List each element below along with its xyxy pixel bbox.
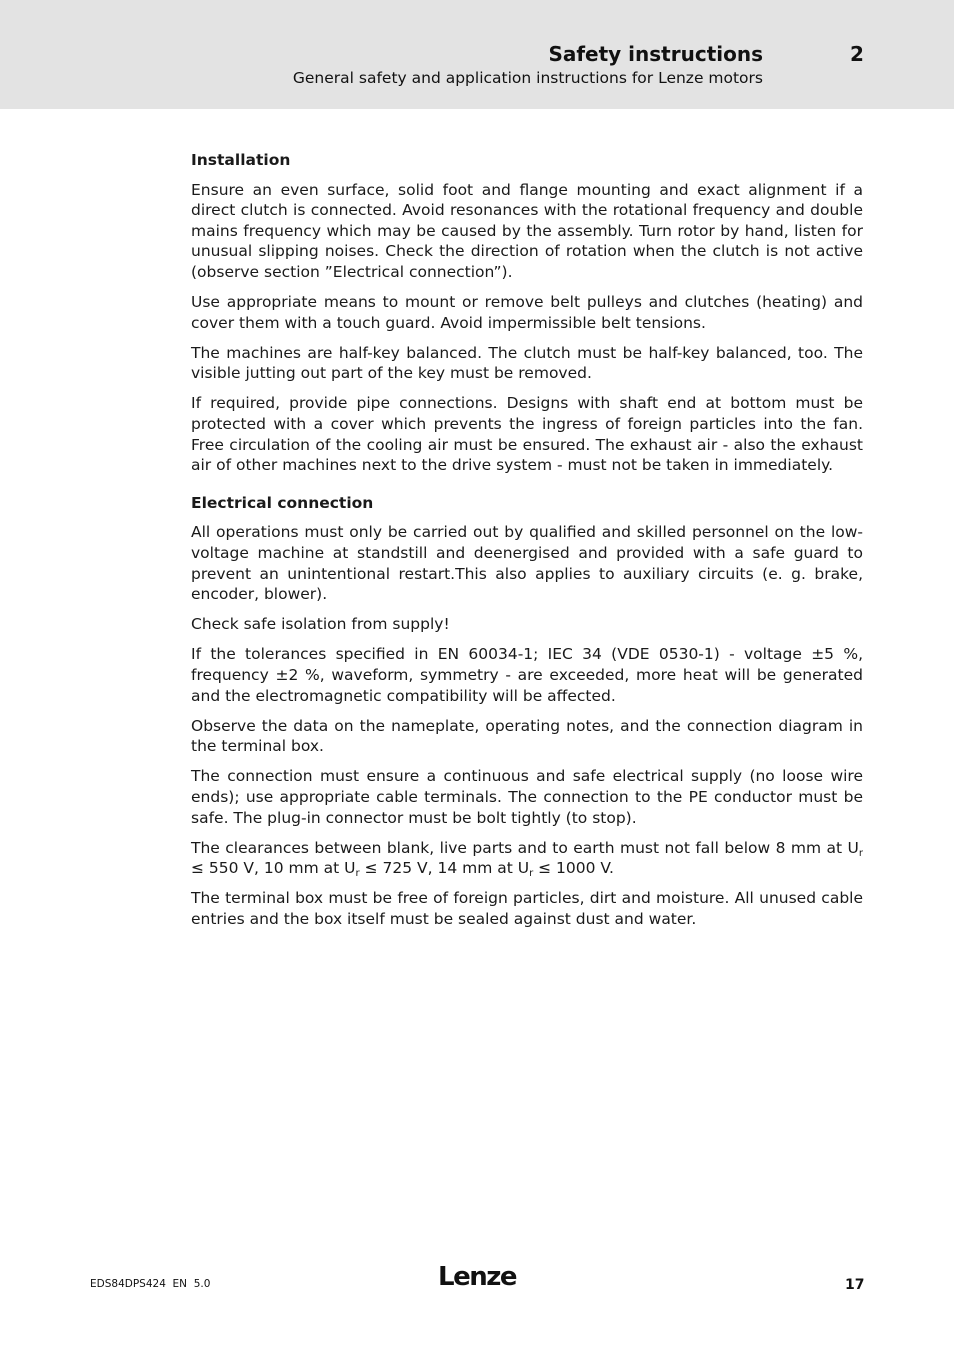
installation-heading: Installation — [191, 151, 291, 169]
page-body — [191, 150, 863, 939]
document-id: EDS84DPS424 EN 5.0 — [90, 1278, 211, 1290]
chapter-title: Safety instructions — [548, 42, 763, 66]
electrical-paragraph: The connection must ensure a continuous and safe electrical supply (no loose wire ends); use appropriate cable terminals. The connection to the PE conductor must be safe. The plug-in connector must be bolt tightly (to stop). — [191, 767, 863, 827]
page-number: 17 — [845, 1277, 865, 1293]
clearance-paragraph: The clearances between blank, live parts and to earth must not fall below 8 mm at $U_r \le 550$ V, 10 mm at $U_r \le 725$ V, 14 mm at $U_r \le 1000$ V. — [191, 838, 863, 880]
installation-paragraph: The machines are half-key balanced. The clutch must be half-key balanced, too. The visible jutting out part of the key must be removed. — [191, 343, 863, 383]
installation-paragraph: If required, provide pipe connections. Designs with shaft end at bottom must be protected with a cover which prevents the ingress of foreign particles into the fan. Free circulation of the cooling air must be ensured. The exhaust air - also the exhaust air of other machines next to the drive system - must not be taken in immediately. — [191, 394, 863, 475]
installation-paragraph: Ensure an even surface, solid foot and flange mounting and exact alignment if a direct clutch is connected. Avoid resonances with the rotational frequency and double mains frequency which may be caused by the assembly. Turn rotor by hand, listen for unusual slipping noises. Check the direction of rotation when the clutch is not active (observe section ”Electrical connection”). — [191, 180, 863, 281]
installation-paragraph: Use appropriate means to mount or remove belt pulleys and clutches (heating) and cover them with a touch guard. Avoid impermissible belt tensions. — [191, 293, 863, 332]
chapter-subtitle: General safety and application instructions for Lenze motors — [292, 69, 763, 87]
electrical-paragraph: Check safe isolation from supply! — [191, 615, 450, 634]
electrical-paragraph: If the tolerances specified in EN 60034-1; IEC 34 (VDE 0530-1) - voltage ±5 %, frequency ±2 %, waveform, symmetry - are exceeded, more heat will be generated and the electromagnetic compatibility will be affected. — [191, 645, 863, 705]
electrical-heading: Electrical connection — [191, 493, 374, 512]
page-header — [0, 0, 954, 109]
terminal-box-paragraph: The terminal box must be free of foreign particles, dirt and moisture. All unused cable entries and the box itself must be sealed against dust and water. — [191, 889, 863, 928]
electrical-paragraph: Observe the data on the nameplate, operating notes, and the connection diagram in the terminal box. — [191, 716, 863, 756]
chapter-number: 2 — [850, 42, 864, 66]
lenze-logo: Lenze — [438, 1262, 516, 1292]
electrical-paragraph: All operations must only be carried out by qualified and skilled personnel on the low-voltage machine at standstill and deenergised and provided with a safe guard to prevent an unintentional restart.This also applies to auxiliary circuits (e. g. brake, encoder, blower). — [191, 523, 863, 604]
